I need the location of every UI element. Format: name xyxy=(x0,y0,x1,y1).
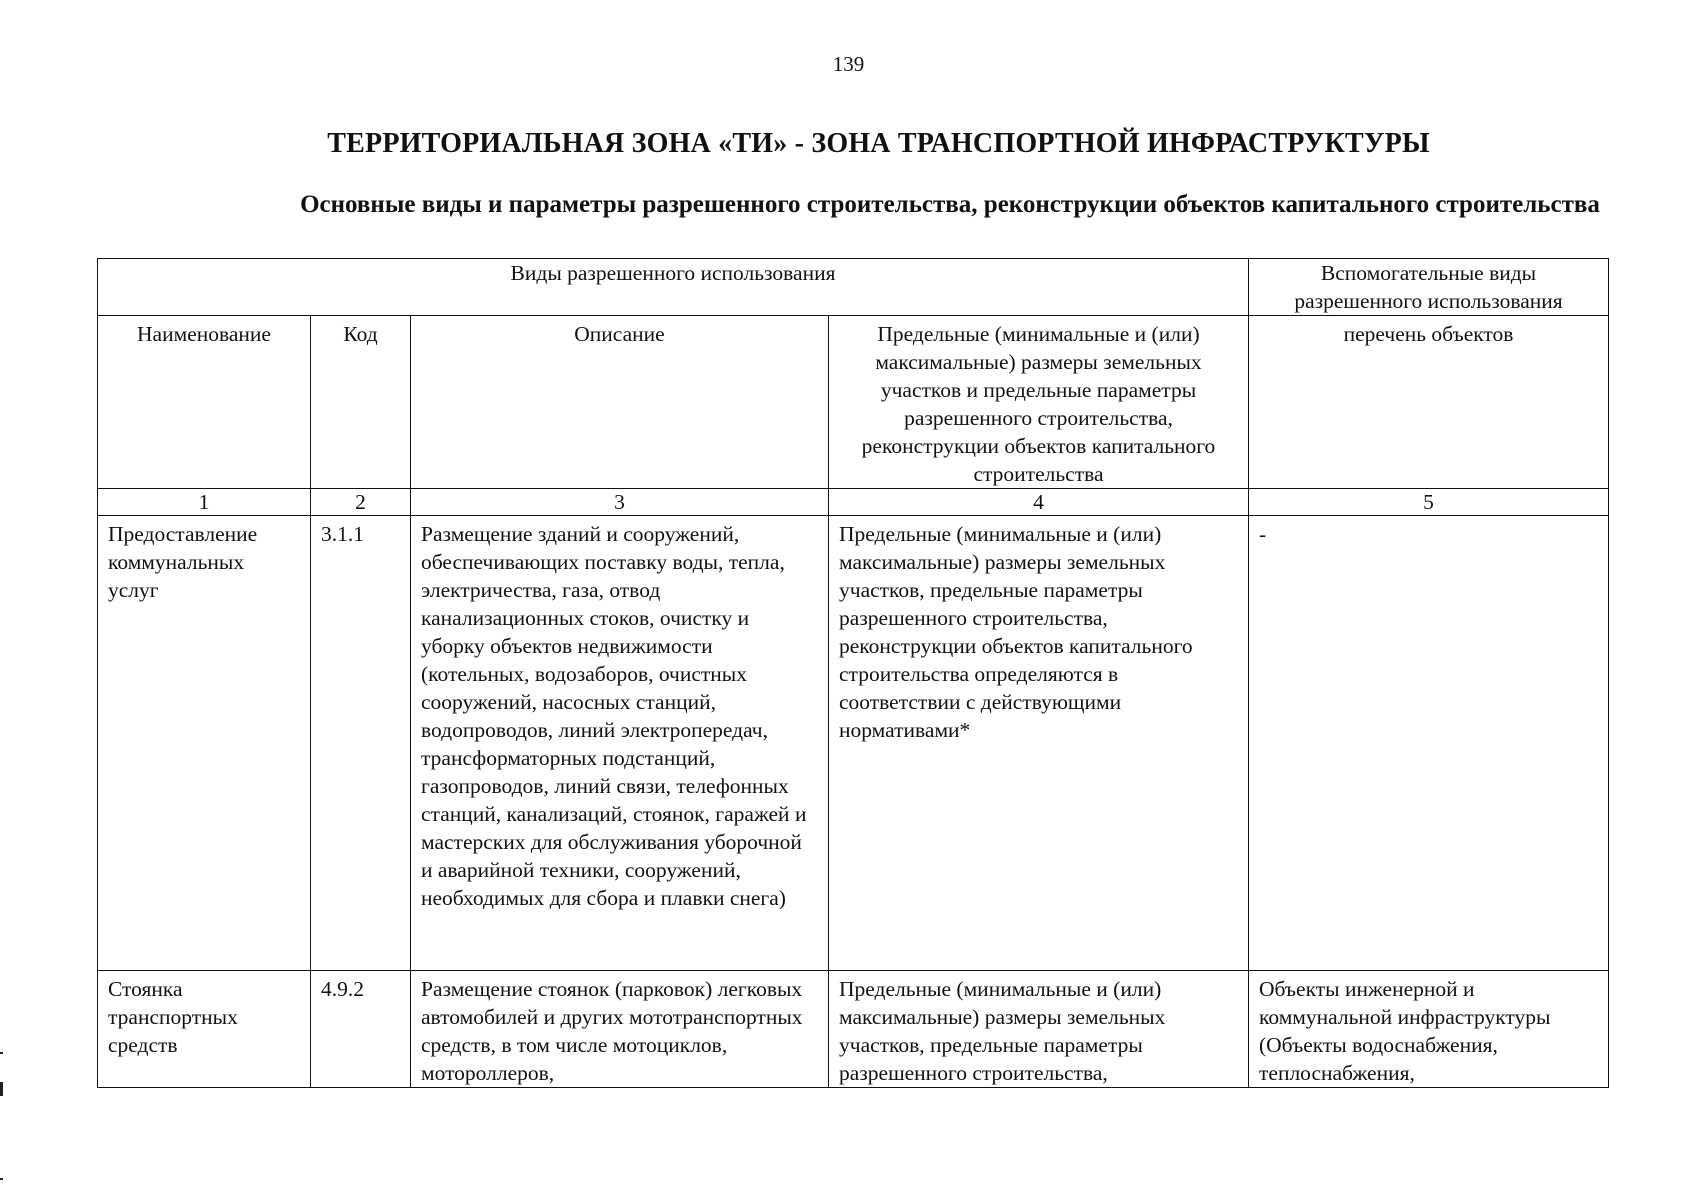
permitted-use-table xyxy=(97,258,1609,1088)
group-header-main: Виды разрешенного использования xyxy=(98,259,1249,316)
table-column-header-row xyxy=(98,316,1609,489)
column-number: 1 xyxy=(98,489,311,516)
column-number: 5 xyxy=(1249,489,1609,516)
row-code: 4.9.2 xyxy=(311,971,411,1088)
table-group-header-row xyxy=(98,259,1609,316)
column-number: 3 xyxy=(411,489,829,516)
column-number: 4 xyxy=(829,489,1249,516)
scan-edge-mark xyxy=(0,1082,3,1096)
row-code: 3.1.1 xyxy=(311,516,411,971)
column-number: 2 xyxy=(311,489,411,516)
row-description: Размещение зданий и сооружений, обеспечивающих поставку воды, тепла, электричества, газа, отвод канализационных стоков, очистку и уборку объектов недвижимости (котельных, водозаборов, очистных сооружений, насосных станций, водопроводов, линий электропередач, трансформаторных подстанций, газопроводов, линий связи, телефонных станций, канализаций, стоянок, гаражей и мастерских для обслуживания уборочной и аварийной техники, сооружений, необходимых для сбора и плавки снега) xyxy=(411,516,829,971)
scan-edge-mark xyxy=(0,1178,3,1180)
column-header-description: Описание xyxy=(411,316,829,489)
row-description: Размещение стоянок (парковок) легковых автомобилей и других мототранспортных средств, в том числе мотоциклов, мотороллеров, xyxy=(411,971,829,1088)
row-auxiliary: Объекты инженерной и коммунальной инфраструктуры (Объекты водоснабжения, теплоснабжения, xyxy=(1249,971,1609,1088)
row-limits: Предельные (минимальные и (или) максимальные) размеры земельных участков, предельные параметры разрешенного строительства, реконструкции объектов капитального строительства определяются в соответствии с действующими нормативами* xyxy=(829,516,1249,971)
table-row xyxy=(98,971,1609,1088)
table-subtitle: Основные виды и параметры разрешенного строительства, реконструкции объектов капитального строительства xyxy=(300,191,1600,218)
column-number-row xyxy=(98,489,1609,516)
column-header-code: Код xyxy=(311,316,411,489)
row-name: Стоянка транспортных средств xyxy=(98,971,311,1088)
column-header-limits: Предельные (минимальные и (или) максимальные) размеры земельных участков и предельные параметры разрешенного строительства, реконструкции объектов капитального строительства xyxy=(829,316,1249,489)
group-header-aux: Вспомогательные виды разрешенного использования xyxy=(1249,259,1609,316)
table-row xyxy=(98,516,1609,971)
row-auxiliary: - xyxy=(1249,516,1609,971)
column-header-name: Наименование xyxy=(98,316,311,489)
row-name: Предоставление коммунальных услуг xyxy=(98,516,311,971)
scan-edge-mark xyxy=(0,1052,3,1054)
zone-title: ТЕРРИТОРИАЛЬНАЯ ЗОНА «ТИ» - ЗОНА ТРАНСПОРТНОЙ ИНФРАСТРУКТУРЫ xyxy=(327,128,1430,159)
page-number: 139 xyxy=(832,52,865,76)
column-header-objects: перечень объектов xyxy=(1249,316,1609,489)
row-limits: Предельные (минимальные и (или) максимальные) размеры земельных участков, предельные параметры разрешенного строительства, xyxy=(829,971,1249,1088)
